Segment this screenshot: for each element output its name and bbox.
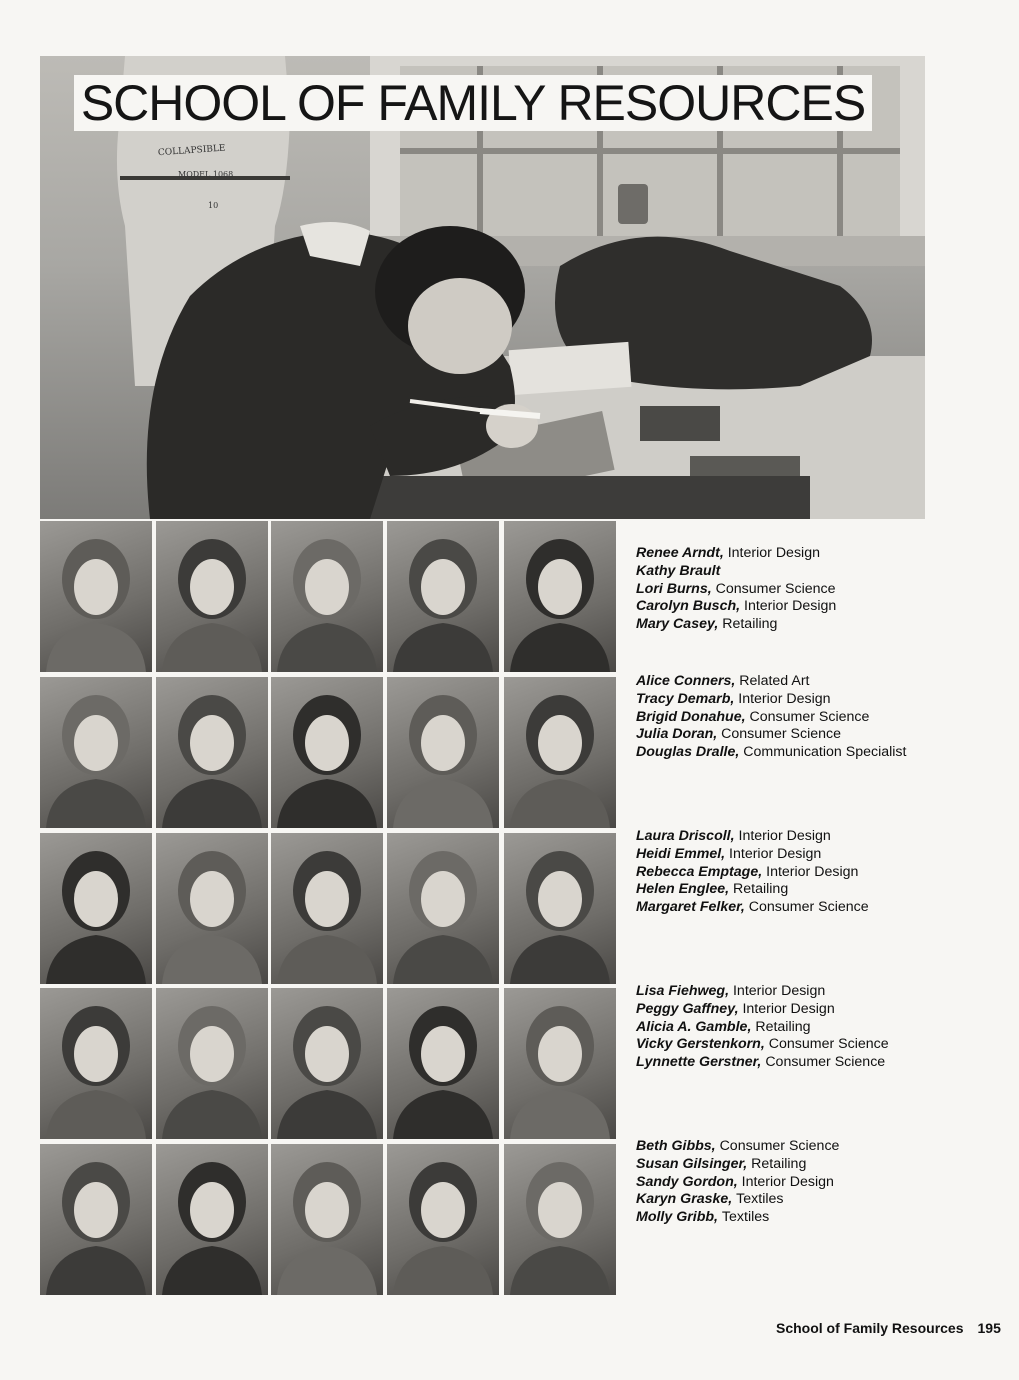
portrait-silhouette: [40, 988, 152, 1139]
student-name: Renee Arndt: [636, 545, 720, 561]
student-major: Retailing: [722, 616, 778, 633]
svg-text:10: 10: [208, 201, 219, 210]
student-name: Lori Burns: [636, 580, 708, 597]
student-major: Consumer Science: [715, 580, 836, 597]
roster-entry: [636, 899, 936, 917]
student-name: Tracy Demarb: [636, 690, 731, 707]
name-separator: ,: [733, 1173, 742, 1190]
student-name: Sandy Gordon: [636, 1173, 734, 1190]
portrait-silhouette: [387, 521, 499, 672]
student-major: Interior Design: [742, 1000, 835, 1017]
name-separator: ,: [730, 828, 739, 844]
student-name: Margaret Felker: [636, 899, 741, 916]
portrait-photo: [156, 677, 268, 828]
portrait-silhouette: [40, 677, 152, 828]
portrait-silhouette: [504, 521, 616, 672]
student-major: Related Art: [739, 673, 810, 689]
portrait-silhouette: [271, 833, 383, 984]
portrait-grid: [40, 521, 620, 1296]
student-major: Interior Design: [738, 828, 831, 844]
page-title: SCHOOL OF FAMILY RESOURCES: [80, 75, 866, 131]
portrait-silhouette: [271, 1144, 383, 1295]
roster-entry: [636, 1156, 936, 1174]
student-name: Lisa Fiehweg: [636, 983, 726, 999]
portrait-photo: [504, 521, 616, 672]
student-name: Helen Englee: [636, 881, 726, 898]
portrait-photo: [387, 521, 499, 672]
student-major: Interior Design: [741, 1173, 834, 1190]
student-major: Interior Design: [744, 598, 837, 615]
portrait-silhouette: [156, 833, 268, 984]
student-major: Textiles: [721, 1209, 770, 1226]
roster-entry: [636, 581, 936, 599]
student-major: Textiles: [736, 1191, 784, 1208]
student-name: Julia Doran: [636, 726, 714, 743]
roster-entry: [636, 1138, 936, 1156]
portrait-silhouette: [504, 1144, 616, 1295]
name-separator: ,: [725, 983, 733, 999]
student-name: Alice Conners: [636, 673, 732, 689]
name-separator: ,: [757, 1054, 766, 1071]
name-separator: ,: [713, 726, 722, 743]
portrait-silhouette: [271, 521, 383, 672]
portrait-photo: [156, 988, 268, 1139]
page-title-banner: [74, 75, 872, 131]
student-major: Retailing: [751, 1155, 807, 1172]
roster-block: [636, 828, 936, 917]
portrait-photo: [156, 521, 268, 672]
roster-entry: [636, 709, 936, 727]
name-separator: ,: [743, 1155, 752, 1172]
portrait-photo: [504, 677, 616, 828]
svg-text:COLLAPSIBLE: COLLAPSIBLE: [157, 143, 226, 159]
student-major: Communication Specialist: [743, 744, 907, 761]
name-separator: ,: [725, 881, 733, 898]
portrait-photo: [40, 833, 152, 984]
roster-entry: [636, 1019, 936, 1037]
roster-entry: [636, 983, 936, 1001]
roster-entry: [636, 1036, 936, 1054]
name-separator: ,: [758, 863, 767, 880]
student-name: Molly Gribb: [636, 1209, 715, 1226]
portrait-photo: [40, 988, 152, 1139]
student-major: Consumer Science: [721, 726, 842, 743]
roster-entry: [636, 691, 936, 709]
portrait-photo: [504, 1144, 616, 1295]
portrait-photo: [271, 1144, 383, 1295]
portrait-photo: [387, 677, 499, 828]
student-name: Susan Gilsinger: [636, 1155, 744, 1172]
student-name: Rebecca Emptage: [636, 863, 759, 880]
student-name: Peggy Gaffney: [636, 1000, 735, 1017]
portrait-photo: [40, 677, 152, 828]
name-separator: ,: [707, 580, 716, 597]
roster-entry: [636, 1054, 936, 1072]
roster-entry: [636, 744, 936, 762]
portrait-photo: [387, 988, 499, 1139]
name-separator: ,: [711, 1138, 720, 1154]
svg-text:MODEL 1068: MODEL 1068: [178, 170, 234, 179]
portrait-silhouette: [271, 988, 383, 1139]
portrait-photo: [271, 677, 383, 828]
roster-entry: [636, 1001, 936, 1019]
student-major: Retailing: [733, 881, 789, 898]
portrait-silhouette: [40, 521, 152, 672]
portrait-photo: [504, 833, 616, 984]
student-major: Consumer Science: [748, 899, 869, 916]
roster-entry: [636, 1174, 936, 1192]
name-separator: ,: [721, 845, 730, 862]
portrait-photo: [271, 833, 383, 984]
student-major: Consumer Science: [765, 1054, 886, 1071]
portrait-silhouette: [387, 988, 499, 1139]
student-major: Interior Design: [729, 845, 822, 862]
student-name: Lynnette Gerstner: [636, 1054, 758, 1071]
student-name: Heidi Emmel: [636, 845, 722, 862]
student-name: Alicia A. Gamble: [636, 1018, 748, 1035]
portrait-silhouette: [504, 988, 616, 1139]
portrait-silhouette: [156, 521, 268, 672]
portrait-photo: [40, 521, 152, 672]
page-number: 195: [977, 1320, 1001, 1336]
student-major: Retailing: [755, 1018, 811, 1035]
student-name: Douglas Dralle: [636, 744, 736, 761]
student-name: Beth Gibbs: [636, 1138, 712, 1154]
student-major: Interior Design: [766, 863, 859, 880]
portrait-silhouette: [156, 988, 268, 1139]
roster-entry: [636, 563, 936, 581]
roster-block: [636, 545, 936, 634]
student-major: Interior Design: [738, 690, 831, 707]
roster-block: [636, 1138, 936, 1227]
portrait-photo: [40, 1144, 152, 1295]
roster-entry: [636, 598, 936, 616]
name-separator: ,: [730, 690, 739, 707]
name-separator: ,: [740, 899, 749, 916]
roster-entry: [636, 616, 936, 634]
student-name: Kathy Brault: [636, 562, 721, 579]
name-separator: ,: [719, 545, 728, 561]
page-footer: [776, 1320, 1006, 1338]
student-name: Carolyn Busch: [636, 598, 737, 615]
portrait-silhouette: [387, 1144, 499, 1295]
portrait-photo: [387, 833, 499, 984]
portrait-silhouette: [271, 677, 383, 828]
student-major: Interior Design: [732, 983, 826, 999]
student-major: Consumer Science: [749, 708, 870, 725]
student-name: Mary Casey: [636, 616, 715, 633]
name-separator: ,: [735, 744, 744, 761]
portrait-photo: [156, 1144, 268, 1295]
student-name: Brigid Donahue: [636, 708, 742, 725]
roster-block: [636, 673, 936, 762]
portrait-silhouette: [156, 677, 268, 828]
name-separator: ,: [741, 708, 750, 725]
portrait-silhouette: [40, 1144, 152, 1295]
name-separator: ,: [747, 1018, 756, 1035]
footer-section-title: School of Family Resources: [776, 1320, 964, 1336]
portrait-photo: [387, 1144, 499, 1295]
portrait-silhouette: [387, 833, 499, 984]
roster-entry: [636, 828, 936, 846]
roster-entry: [636, 881, 936, 899]
portrait-silhouette: [387, 677, 499, 828]
student-major: Consumer Science: [768, 1036, 889, 1053]
roster-entry: [636, 864, 936, 882]
name-separator: ,: [714, 1209, 722, 1226]
portrait-photo: [271, 521, 383, 672]
roster-entry: [636, 545, 936, 563]
name-separator: ,: [728, 1191, 737, 1208]
name-separator: ,: [731, 673, 740, 689]
roster-entry: [636, 673, 936, 691]
roster-entry: [636, 1209, 936, 1227]
roster-entry: [636, 1191, 936, 1209]
name-separator: ,: [760, 1036, 769, 1053]
portrait-silhouette: [156, 1144, 268, 1295]
portrait-silhouette: [504, 677, 616, 828]
portrait-photo: [504, 988, 616, 1139]
student-name: Laura Driscoll: [636, 828, 731, 844]
roster-block: [636, 983, 936, 1072]
portrait-photo: [271, 988, 383, 1139]
name-separator: ,: [736, 598, 745, 615]
student-name: Karyn Graske: [636, 1191, 729, 1208]
name-separator: ,: [714, 616, 723, 633]
portrait-silhouette: [504, 833, 616, 984]
roster-entry: [636, 726, 936, 744]
student-major: Consumer Science: [719, 1138, 840, 1154]
roster-entry: [636, 846, 936, 864]
student-major: Interior Design: [727, 545, 820, 561]
portrait-silhouette: [40, 833, 152, 984]
student-name: Vicky Gerstenkorn: [636, 1036, 761, 1053]
name-separator: ,: [734, 1000, 743, 1017]
portrait-photo: [156, 833, 268, 984]
